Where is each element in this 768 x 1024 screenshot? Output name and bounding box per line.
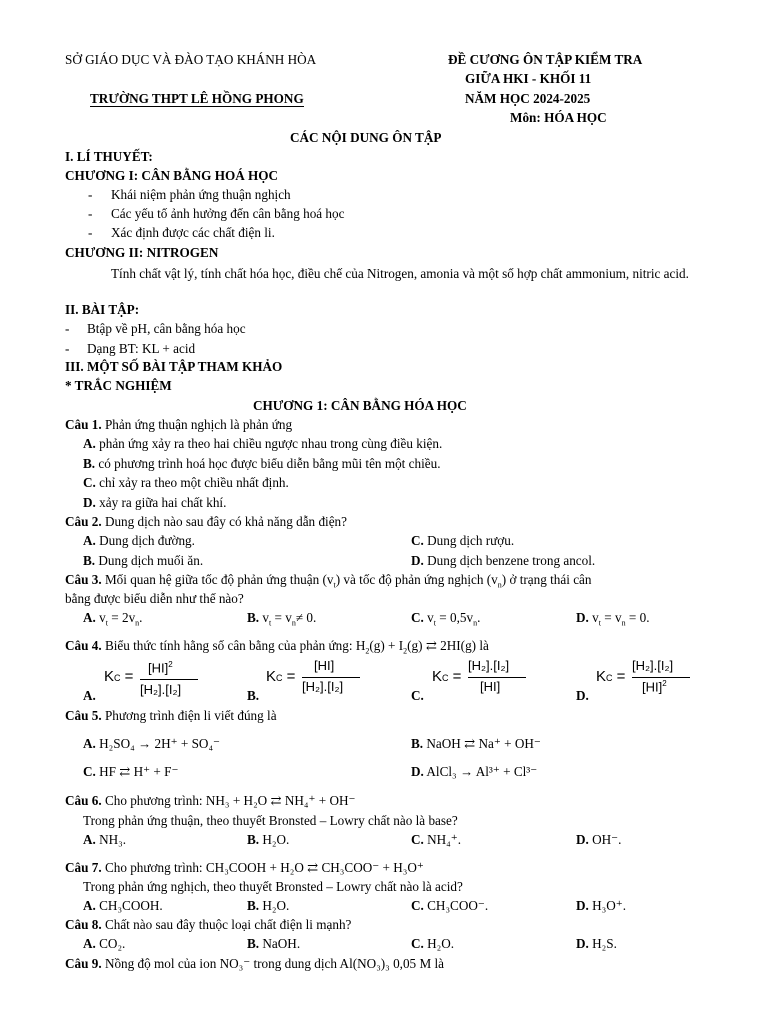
question-label: Câu 3.: [65, 572, 102, 587]
option-c: C. HF ⇄ H⁺ + F⁻: [83, 764, 179, 779]
school-name-text: TRƯỜNG THPT LÊ HỒNG PHONG: [90, 91, 304, 106]
question-label: Câu 4.: [65, 638, 102, 653]
main-title: CÁC NỘI DUNG ÔN TẬP: [290, 130, 442, 145]
question-label: Câu 8.: [65, 917, 102, 932]
chapter1-title: CHƯƠNG 1: CÂN BẰNG HÓA HỌC: [253, 398, 467, 413]
option-c: C. H₂O.: [411, 936, 455, 951]
school-name: [90, 91, 304, 106]
doc-title-line2: GIỮA HKI - KHỐI 11: [465, 71, 592, 86]
question-label: Câu 7.: [65, 860, 102, 875]
option-b: B. H₂O.: [247, 832, 290, 847]
option-d-label: D.: [576, 688, 589, 703]
list-item-text: Btập về pH, cân bằng hóa học: [87, 321, 246, 336]
option-d: D. OH⁻.: [576, 832, 622, 847]
question-2: [65, 514, 347, 529]
doc-title-line1: ĐỀ CƯƠNG ÔN TẬP KIỂM TRA: [448, 52, 643, 67]
chapter1-heading: CHƯƠNG I: CÂN BẰNG HOÁ HỌC: [65, 168, 279, 183]
option-b: B. NaOH.: [247, 936, 301, 951]
option-c: C. NH₄⁺.: [411, 832, 462, 847]
option-a-label: A.: [83, 688, 96, 703]
question-3-cont: bằng được biểu diễn như thế nào?: [65, 591, 244, 606]
question-6-cont: Trong phản ứng thuận, theo thuyết Bronsted – Lowry chất nào là base?: [83, 813, 458, 828]
list-item-text: Khái niệm phản ứng thuận nghịch: [111, 187, 291, 202]
question-6: Câu 6. Cho phương trình: NH₃ + H₂O ⇄ NH₄⁺ + OH⁻: [65, 793, 356, 808]
question-label: Câu 9.: [65, 956, 102, 971]
question-7-cont: Trong phản ứng nghịch, theo thuyết Bronsted – Lowry chất nào là acid?: [83, 879, 463, 894]
chapter2-heading: CHƯƠNG II: NITROGEN: [65, 245, 219, 260]
option-c: C. $v_t = 0,5v_n$.: [411, 610, 481, 628]
bullet-dash: -: [88, 187, 93, 202]
option-b-formula: KC = [HI] [H₂].[I₂]: [266, 658, 366, 700]
mcq-heading: * TRẮC NGHIỆM: [65, 378, 172, 393]
theory-heading: I. LÍ THUYẾT:: [65, 149, 153, 164]
question-text: Dung dịch nào sau đây có khả năng dẫn điện?: [101, 514, 348, 529]
question-label: Câu 6.: [65, 793, 102, 808]
subject: Môn: HÓA HỌC: [510, 110, 607, 125]
option-a: A. CH₃COOH.: [83, 898, 163, 913]
department-name: SỞ GIÁO DỤC VÀ ĐÀO TẠO KHÁNH HÒA: [65, 52, 317, 67]
bullet-dash: -: [88, 206, 93, 221]
exercises-heading: II. BÀI TẬP:: [65, 302, 140, 317]
bullet-dash: -: [65, 341, 70, 356]
option-d: D. H₃O⁺.: [576, 898, 627, 913]
option-d-formula: KC = [H₂].[I₂] [HI]$^2$: [596, 658, 696, 700]
list-item: [88, 187, 291, 202]
option-b: B. NaOH ⇄ Na⁺ + OH⁻: [411, 736, 541, 751]
option-d: D. H₂S.: [576, 936, 617, 951]
question-label: Câu 1.: [65, 417, 102, 432]
bullet-dash: -: [65, 321, 70, 336]
option-a: A. Dung dịch đường.: [83, 533, 195, 548]
option-d: D. $v_t = v_n = 0$.: [576, 610, 650, 628]
list-item: [88, 225, 275, 240]
option-b: B. $v_t = v_n\ne 0$.: [247, 610, 317, 628]
question-text: Phản ứng thuận nghịch là phản ứng: [101, 417, 293, 432]
option-d: D. xảy ra giữa hai chất khí.: [83, 495, 227, 510]
option-d: D. Dung dịch benzene trong ancol.: [411, 553, 596, 568]
question-4: Câu 4. Biểu thức tính hằng số cân bằng của phản ứng: $H_2(g) + I_2(g)$ ⇄ 2HI(g) là: [65, 638, 489, 656]
option-a: A. H₂SO₄ → 2H⁺ + SO₄⁻: [83, 736, 221, 751]
option-b-label: B.: [247, 688, 260, 703]
list-item-text: Các yếu tố ảnh hưởng đến cân bằng hoá học: [111, 206, 345, 221]
list-item: [88, 206, 345, 221]
question-3: Câu 3. Mối quan hệ giữa tốc độ phản ứng thuận $(v_t)$ và tốc độ phản ứng nghịch $(v_n)$ ở trạng thái cân: [65, 572, 592, 590]
option-d: D. AlCl₃ → Al³⁺ + Cl³⁻: [411, 764, 538, 779]
question-5: Câu 5. Phương trình điện li viết đúng là: [65, 708, 277, 723]
option-c: C. chỉ xảy ra theo một chiều nhất định.: [83, 475, 289, 490]
option-a: A. $v_t = 2v_n$.: [83, 610, 143, 628]
list-item: [65, 341, 196, 356]
option-a: A. phản ứng xảy ra theo hai chiều ngược nhau trong cùng điều kiện.: [83, 436, 443, 451]
option-a: A. CO₂.: [83, 936, 126, 951]
question-1: [65, 417, 292, 432]
school-year: NĂM HỌC 2024-2025: [465, 91, 591, 106]
question-label: Câu 2.: [65, 514, 102, 529]
list-item-text: Dạng BT: KL + acid: [87, 341, 196, 356]
option-c: C. CH₃COO⁻.: [411, 898, 489, 913]
option-c: C. Dung dịch rượu.: [411, 533, 515, 548]
bullet-dash: -: [88, 225, 93, 240]
question-label: Câu 5.: [65, 708, 102, 723]
question-8: Câu 8. Chất nào sau đây thuộc loại chất điện li mạnh?: [65, 917, 352, 932]
option-b: B. có phương trình hoá học được biểu diễn bằng mũi tên một chiều.: [83, 456, 441, 471]
option-a: A. NH₃.: [83, 832, 127, 847]
reference-heading: III. MỘT SỐ BÀI TẬP THAM KHẢO: [65, 359, 283, 374]
option-c-formula: KC = [H₂].[I₂] [HI]: [432, 658, 532, 700]
option-a-formula: KC = [HI]$^2$ [H₂].[I₂]: [104, 660, 204, 702]
option-c-label: C.: [411, 688, 424, 703]
chapter2-description: Tính chất vật lý, tính chất hóa học, điều chế của Nitrogen, amonia và một số hợp chất ammonium, nitric acid.: [111, 266, 689, 281]
list-item-text: Xác định được các chất điện li.: [111, 225, 275, 240]
question-7: Câu 7. Cho phương trình: CH₃COOH + H₂O ⇄ CH₃COO⁻ + H₃O⁺: [65, 860, 424, 875]
option-b: B. Dung dịch muối ăn.: [83, 553, 204, 568]
list-item: [65, 321, 246, 336]
question-9: Câu 9. Nồng độ mol của ion NO₃⁻ trong dung dịch Al(NO₃)₃ 0,05 M là: [65, 956, 444, 971]
option-b: B. H₂O.: [247, 898, 290, 913]
